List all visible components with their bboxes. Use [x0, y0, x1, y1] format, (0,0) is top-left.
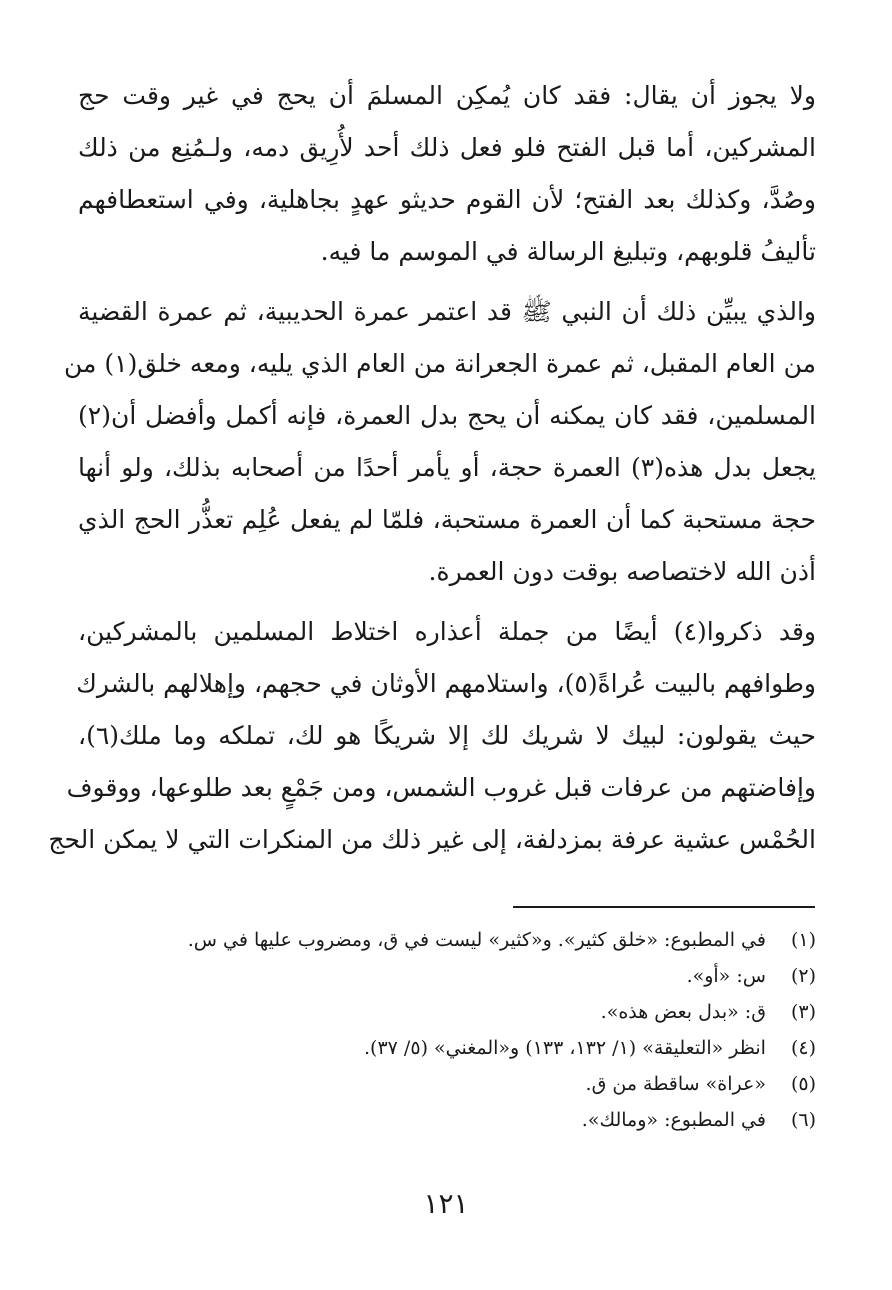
body-text — [48, 70, 816, 866]
footnote-number: (٥) — [790, 1073, 816, 1095]
footnote-number: (٤) — [790, 1037, 816, 1059]
paragraph-1 — [78, 70, 816, 278]
paragraph-3 — [48, 606, 816, 866]
text-line: المسلمين، فقد كان يمكنه أن يحج بدل العمرة، فإنه أكمل وأفضل أن(٢) — [78, 401, 816, 430]
footnote-number: (٦) — [790, 1109, 816, 1131]
footnote-number: (٣) — [790, 1001, 816, 1023]
text-line: أذن الله لاختصاصه بوقت دون العمرة. — [428, 557, 816, 586]
footnote-number: (٢) — [790, 965, 816, 987]
text-line: تأليفُ قلوبهم، وتبليغ الرسالة في الموسم ما فيه. — [320, 237, 816, 266]
text-line: والذي يبيِّن ذلك أن النبي ﷺ قد اعتمر عمرة الحديبية، ثم عمرة القضية — [78, 297, 816, 326]
footnote-text: ق: «بدل بعض هذه». — [600, 1001, 766, 1023]
footnote-number: (١) — [790, 929, 816, 951]
footnotes — [78, 922, 816, 1138]
footnote — [78, 1066, 816, 1102]
footnote-text: في المطبوع: «خلق كثير». و«كثير» ليست في ق، ومضروب عليها في س. — [187, 929, 766, 951]
text-line: من العام المقبل، ثم عمرة الجعرانة من العام الذي يليه، ومعه خلق(١) من — [64, 349, 816, 378]
footnote — [78, 994, 816, 1030]
text-line: حيث يقولون: لبيك لا شريك لك إلا شريكًا هو لك، تملكه وما ملك(٦)، — [78, 721, 816, 750]
page-number: ١٢١ — [423, 1187, 469, 1220]
footnote-text: «عراة» ساقطة من ق. — [585, 1073, 766, 1095]
text-line: وقد ذكروا(٤) أيضًا من جملة أعذاره اختلاط المسلمين بالمشركين، — [78, 617, 816, 646]
footnote-text: س: «أو». — [686, 965, 766, 987]
footnote — [78, 1102, 816, 1138]
footnote-text: في المطبوع: «ومالك». — [581, 1109, 766, 1131]
text-line: المشركين، أما قبل الفتح فلو فعل ذلك أحد لأُرِيق دمه، ولـمُنِع من ذلك — [78, 133, 816, 162]
text-line: يجعل بدل هذه(٣) العمرة حجة، أو يأمر أحدًا من أصحابه بذلك، ولو أنها — [78, 453, 816, 482]
text-line: وطوافهم بالبيت عُراةً(٥)، واستلامهم الأوثان في حجهم، وإهلالهم بالشرك — [76, 669, 816, 698]
text-line: وصُدَّ، وكذلك بعد الفتح؛ لأن القوم حديثو عهدٍ بجاهلية، وفي استعطافهم — [78, 185, 816, 214]
footnote — [78, 958, 816, 994]
text-line: حجة مستحبة كما أن العمرة مستحبة، فلمّا لم يفعل عُلِم تعذُّر الحج الذي — [78, 505, 816, 534]
text-line: الحُمْس عشية عرفة بمزدلفة، إلى غير ذلك من المنكرات التي لا يمكن الحج — [48, 825, 816, 854]
footnote — [78, 1030, 816, 1066]
footnote-text: انظر «التعليقة» (١/ ١٣٢، ١٣٣) و«المغني» (٥/ ٣٧). — [364, 1037, 766, 1059]
text-line: وإفاضتهم من عرفات قبل غروب الشمس، ومن جَمْعٍ بعد طلوعها، ووقوف — [66, 773, 816, 802]
text-line: ولا يجوز أن يقال: فقد كان يُمكِن المسلمَ أن يحج في غير وقت حج — [78, 81, 816, 110]
footnote-separator — [513, 906, 815, 908]
paragraph-2 — [64, 286, 816, 598]
footnote — [78, 922, 816, 958]
